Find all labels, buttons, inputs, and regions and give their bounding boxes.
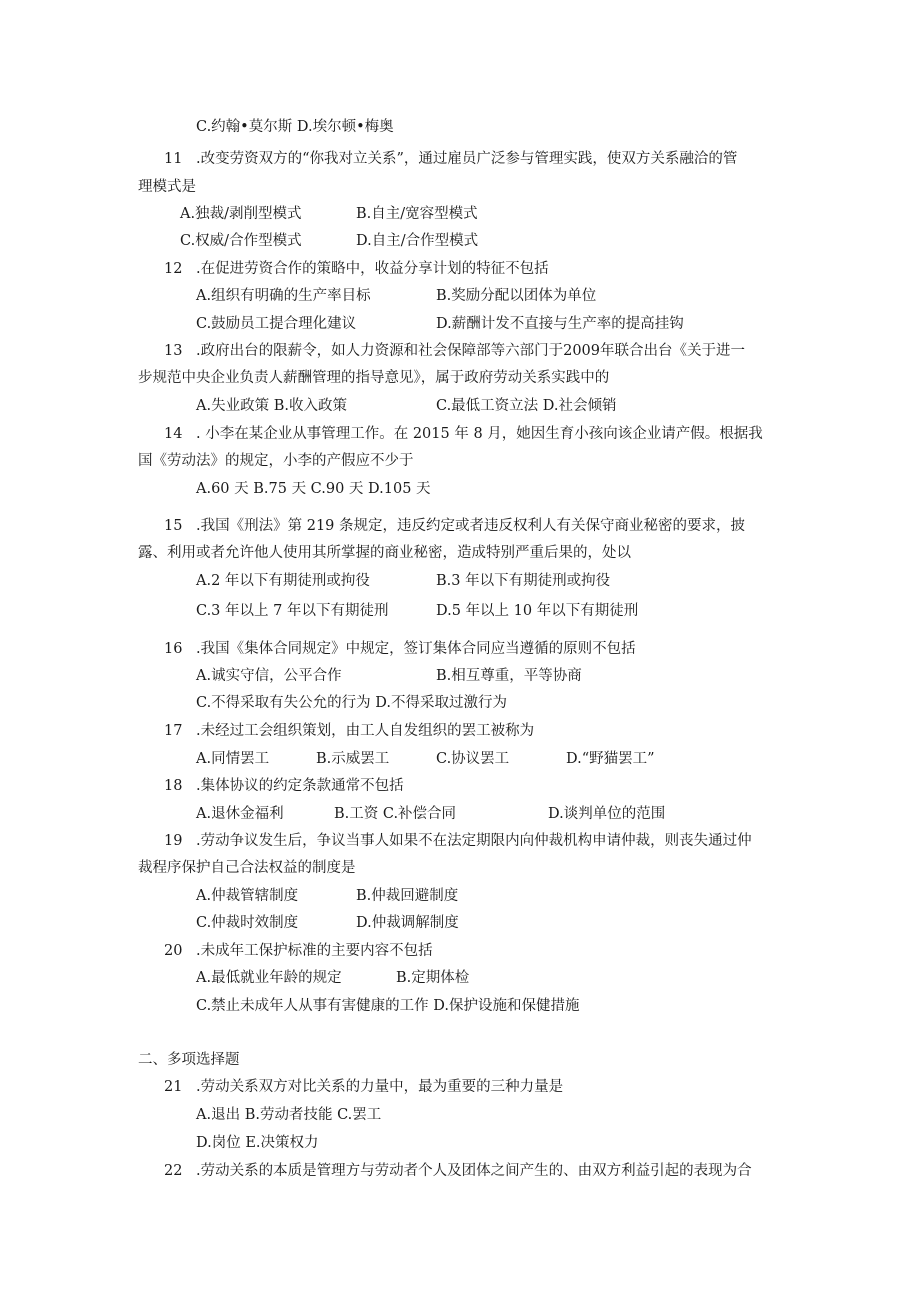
option-d: D.仲裁调解制度 <box>356 915 459 931</box>
option-a: A.独裁/剥削型模式 <box>180 206 302 222</box>
question-20 <box>164 941 433 961</box>
option-abc: A.退出 B.劳动者技能 C.罢工 <box>196 1107 382 1123</box>
option-b: B.自主/宽容型模式 <box>356 206 478 222</box>
question-number: 13 <box>164 343 183 359</box>
question-text: .集体协议的约定条款通常不包括 <box>196 778 404 794</box>
option-d: D.“野猫罢工” <box>566 751 655 767</box>
option-c: C.仲裁时效制度 <box>196 915 299 931</box>
question-number: 22 <box>164 1163 183 1179</box>
question-number: 20 <box>164 943 183 959</box>
question-text: .劳动关系的本质是管理方与劳动者个人及团体之间产生的、由双方利益引起的表现为合 <box>196 1163 752 1179</box>
question-number: 16 <box>164 641 183 657</box>
question-22 <box>164 1161 752 1181</box>
question-16 <box>164 639 636 659</box>
question-number: 17 <box>164 723 183 739</box>
question-text-cont: 国《劳动法》的规定，小李的产假应不少于 <box>138 453 414 469</box>
option-b: B.定期体检 <box>396 970 470 986</box>
option-c: C.协议罢工 <box>436 751 510 767</box>
option-c: C.3 年以上 7 年以下有期徒刑 <box>196 603 389 619</box>
question-15 <box>164 516 745 536</box>
option-bc: B.工资 C.补偿合同 <box>334 806 457 822</box>
option-b: B.奖励分配以团体为单位 <box>436 288 597 304</box>
option-b: B.示威罢工 <box>316 751 390 767</box>
question-text: .未经过工会组织策划，由工人自发组织的罢工被称为 <box>196 723 535 739</box>
option-a: A.同情罢工 <box>196 751 270 767</box>
option-d: D.5 年以上 10 年以下有期徒刑 <box>436 603 639 619</box>
question-text: .政府出台的限薪令，如人力资源和社会保障部等六部门于2009年联合出台《关于进一 <box>196 343 746 359</box>
question-19 <box>164 831 752 851</box>
question-text-cont: 步规范中央企业负责人薪酬管理的指导意见》，属于政府劳动关系实践中的 <box>138 370 610 386</box>
question-text-cont: 露、利用或者允许他人使用其所掌握的商业秘密，造成特别严重后果的，处以 <box>138 545 631 561</box>
question-17 <box>164 721 534 741</box>
question-text: .在促进劳资合作的策略中，收益分享计划的特征不包括 <box>196 261 549 277</box>
question-number: 12 <box>164 261 183 277</box>
question-text: .改变劳资双方的“你我对立关系”，通过雇员广泛参与管理实践，使双方关系融洽的管 <box>196 151 738 167</box>
question-text-cont: 裁程序保护自己合法权益的制度是 <box>138 860 356 876</box>
question-13 <box>164 341 745 361</box>
question-text: .劳动争议发生后，争议当事人如果不在法定期限内向仲裁机构申请仲裁，则丧失通过仲 <box>196 833 752 849</box>
q10-options-cd: C.约翰•莫尔斯 D.埃尔顿•梅奥 <box>196 119 394 135</box>
option-a: A.最低就业年龄的规定 <box>196 970 342 986</box>
option-d: D.薪酬计发不直接与生产率的提高挂钩 <box>436 316 684 332</box>
question-number: 19 <box>164 833 183 849</box>
question-number: 18 <box>164 778 183 794</box>
question-18 <box>164 776 404 796</box>
option-c: C.鼓励员工提合理化建议 <box>196 316 357 332</box>
option-a: A.2 年以下有期徒刑或拘役 <box>196 573 370 589</box>
question-text: . 小李在某企业从事管理工作。在 2015 年 8 月，她因生育小孩向该企业请产假。根据我 <box>196 426 763 442</box>
option-de: D.岗位 E.决策权力 <box>196 1135 319 1151</box>
section-title: 二、多项选择题 <box>138 1052 240 1068</box>
question-12 <box>164 259 549 279</box>
question-text: .未成年工保护标准的主要内容不包括 <box>196 943 433 959</box>
question-text: .我国《集体合同规定》中规定，签订集体合同应当遵循的原则不包括 <box>196 641 636 657</box>
question-number: 15 <box>164 518 183 534</box>
option-b: B.相互尊重，平等协商 <box>436 668 582 684</box>
option-d: D.谈判单位的范围 <box>548 806 666 822</box>
question-number: 11 <box>164 151 183 167</box>
option-d: D.自主/合作型模式 <box>356 233 479 249</box>
option-a: A.仲裁管辖制度 <box>196 888 299 904</box>
options: A.60 天 B.75 天 C.90 天 D.105 天 <box>196 481 431 497</box>
option-a: A.组织有明确的生产率目标 <box>196 288 371 304</box>
option-c: C.权威/合作型模式 <box>180 233 302 249</box>
question-14 <box>164 424 763 444</box>
question-number: 21 <box>164 1079 183 1095</box>
option-ab: A.失业政策 B.收入政策 <box>196 398 347 414</box>
option-b: B.3 年以下有期徒刑或拘役 <box>436 573 611 589</box>
option-cd: C.禁止未成年人从事有害健康的工作 D.保护设施和保健措施 <box>196 998 580 1014</box>
question-text: .我国《刑法》第 219 条规定，违反约定或者违反权利人有关保守商业秘密的要求，披 <box>196 518 746 534</box>
option-cd: C.最低工资立法 D.社会倾销 <box>436 398 617 414</box>
question-text-cont: 理模式是 <box>138 179 196 195</box>
option-a: A.退休金福利 <box>196 806 284 822</box>
option-a: A.诚实守信，公平合作 <box>196 668 342 684</box>
option-cd: C.不得采取有失公允的行为 D.不得采取过激行为 <box>196 695 508 711</box>
question-number: 14 <box>164 426 183 442</box>
question-11 <box>164 149 737 169</box>
question-text: .劳动关系双方对比关系的力量中，最为重要的三种力量是 <box>196 1079 564 1095</box>
question-21 <box>164 1077 563 1097</box>
option-b: B.仲裁回避制度 <box>356 888 459 904</box>
